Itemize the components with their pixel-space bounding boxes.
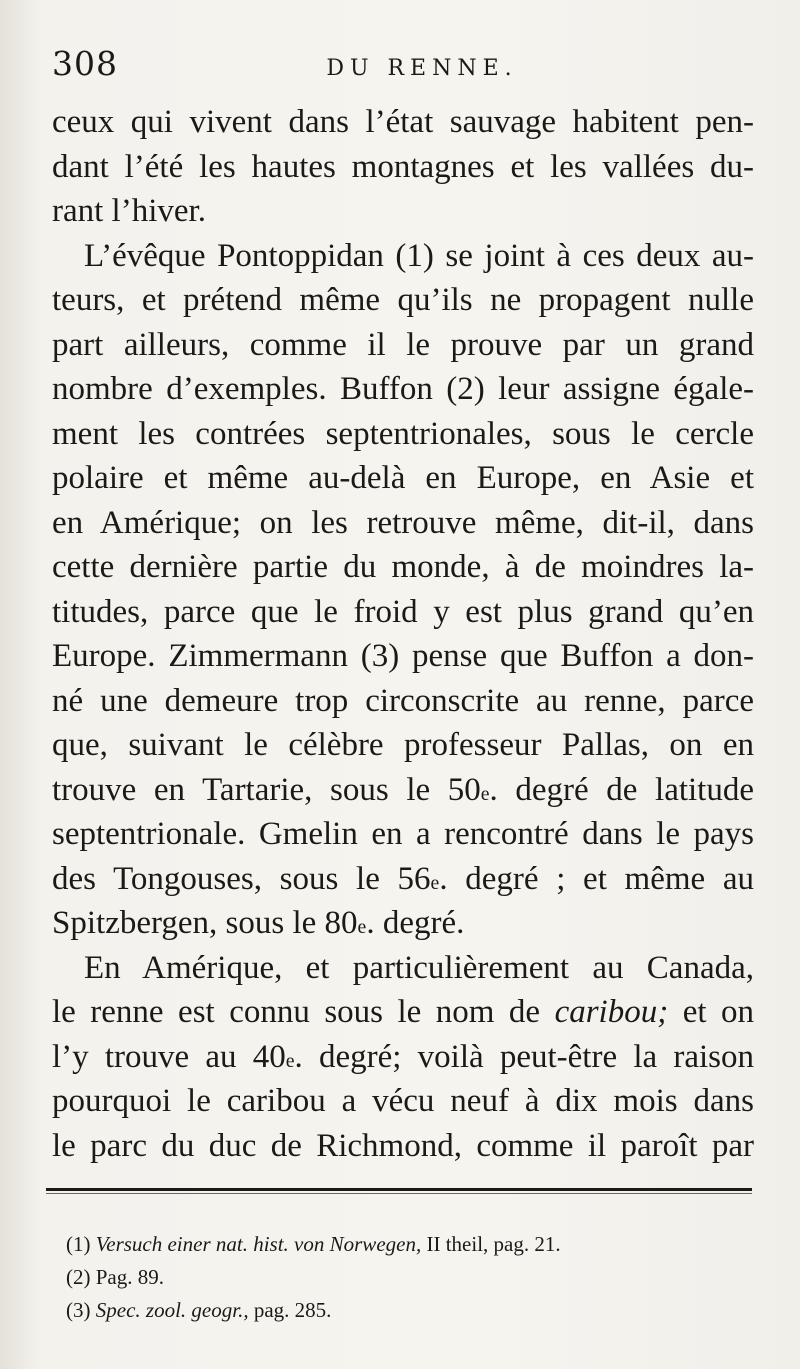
text-fragment: le renne est connu sous le nom de [52,994,555,1030]
footnote-text: pag. 285. [248,1298,332,1322]
text-line: dant l’été les hautes montagnes et les vallées du- [52,148,754,185]
footnote-rule-thin [46,1193,752,1194]
superscript-e: e [357,916,367,938]
text-line: ment les contrées septentrionales, sous le cercle [52,415,754,452]
footnote-title: Spec. zool. geogr., [95,1298,249,1322]
footnote-1 [66,1228,756,1261]
text-fragment: . degré. [366,905,465,941]
text-line: teurs, et prétend même qu’ils ne propagent nulle [52,282,754,318]
text-fragment: . degré; voilà peut-être la raison [294,1038,754,1075]
text-line: rant l’hiver. [52,193,206,229]
footnote-2 [66,1261,756,1294]
footnote-mark: (2) [66,1265,91,1289]
body-text [52,100,754,1168]
text-line [52,768,754,813]
text-line [52,1035,754,1080]
footnotes [66,1228,756,1327]
text-line: septentrionale. Gmelin en a rencontré dans le pays [52,816,754,852]
text-fragment: . degré de latitude [489,771,754,808]
text-line [52,990,754,1035]
footnote-title: Versuch einer nat. hist. von Norwegen, [95,1232,422,1256]
text-line: que, suivant le célèbre professeur Pallas, on en [52,727,754,763]
text-fragment: Spitzbergen, sous le 80 [52,905,358,941]
page-header [52,44,752,94]
text-fragment: des Tongouses, sous le 56 [52,860,431,897]
text-line: ceux qui vivent dans l’état sauvage habitent pen- [52,104,754,140]
text-line: part ailleurs, comme il le prouve par un grand [52,326,754,363]
text-line: cette dernière partie du monde, à de moindres la- [52,549,754,585]
text-line: le parc du duc de Richmond, comme il paroît par [52,1127,754,1164]
text-line: Europe. Zimmermann (3) pense que Buffon a don- [52,638,754,674]
footnote-3 [66,1294,756,1327]
text-line: L’évêque Pontoppidan (1) se joint à ces deux au- [84,237,754,274]
text-line: polaire et même au-delà en Europe, en Asie et [52,460,754,496]
text-line [52,901,754,946]
text-fragment: trouve en Tartarie, sous le 50 [52,771,481,808]
text-fragment: . degré ; et même au [439,860,755,897]
text-line: pourquoi le caribou a vécu neuf à dix mois dans [52,1083,754,1119]
footnote-text: Pag. 89. [95,1265,164,1289]
text-line: né une demeure trop circonscrite au renne, parce [52,682,754,719]
page-number: 308 [52,44,118,83]
footnote-rule [46,1188,752,1191]
footnote-mark: (1) [66,1232,91,1256]
running-head: DU RENNE. [326,56,518,81]
superscript-e: e [430,871,440,894]
superscript-e: e [285,1049,295,1072]
footnote-mark: (3) [66,1298,91,1322]
text-line: en Amérique; on les retrouve même, dit-il, dans [52,504,754,541]
text-line: En Amérique, et particulièrement au Canada, [84,949,754,986]
text-fragment: et on [668,994,754,1030]
footnote-text: II theil, pag. 21. [421,1232,561,1256]
text-line [52,857,754,902]
text-line: nombre d’exemples. Buffon (2) leur assigne égale- [52,371,754,407]
text-line: titudes, parce que le froid y est plus grand qu’en [52,593,754,630]
superscript-e: e [480,782,490,805]
italic-term: caribou; [554,994,669,1030]
text-fragment: l’y trouve au 40 [52,1038,286,1075]
